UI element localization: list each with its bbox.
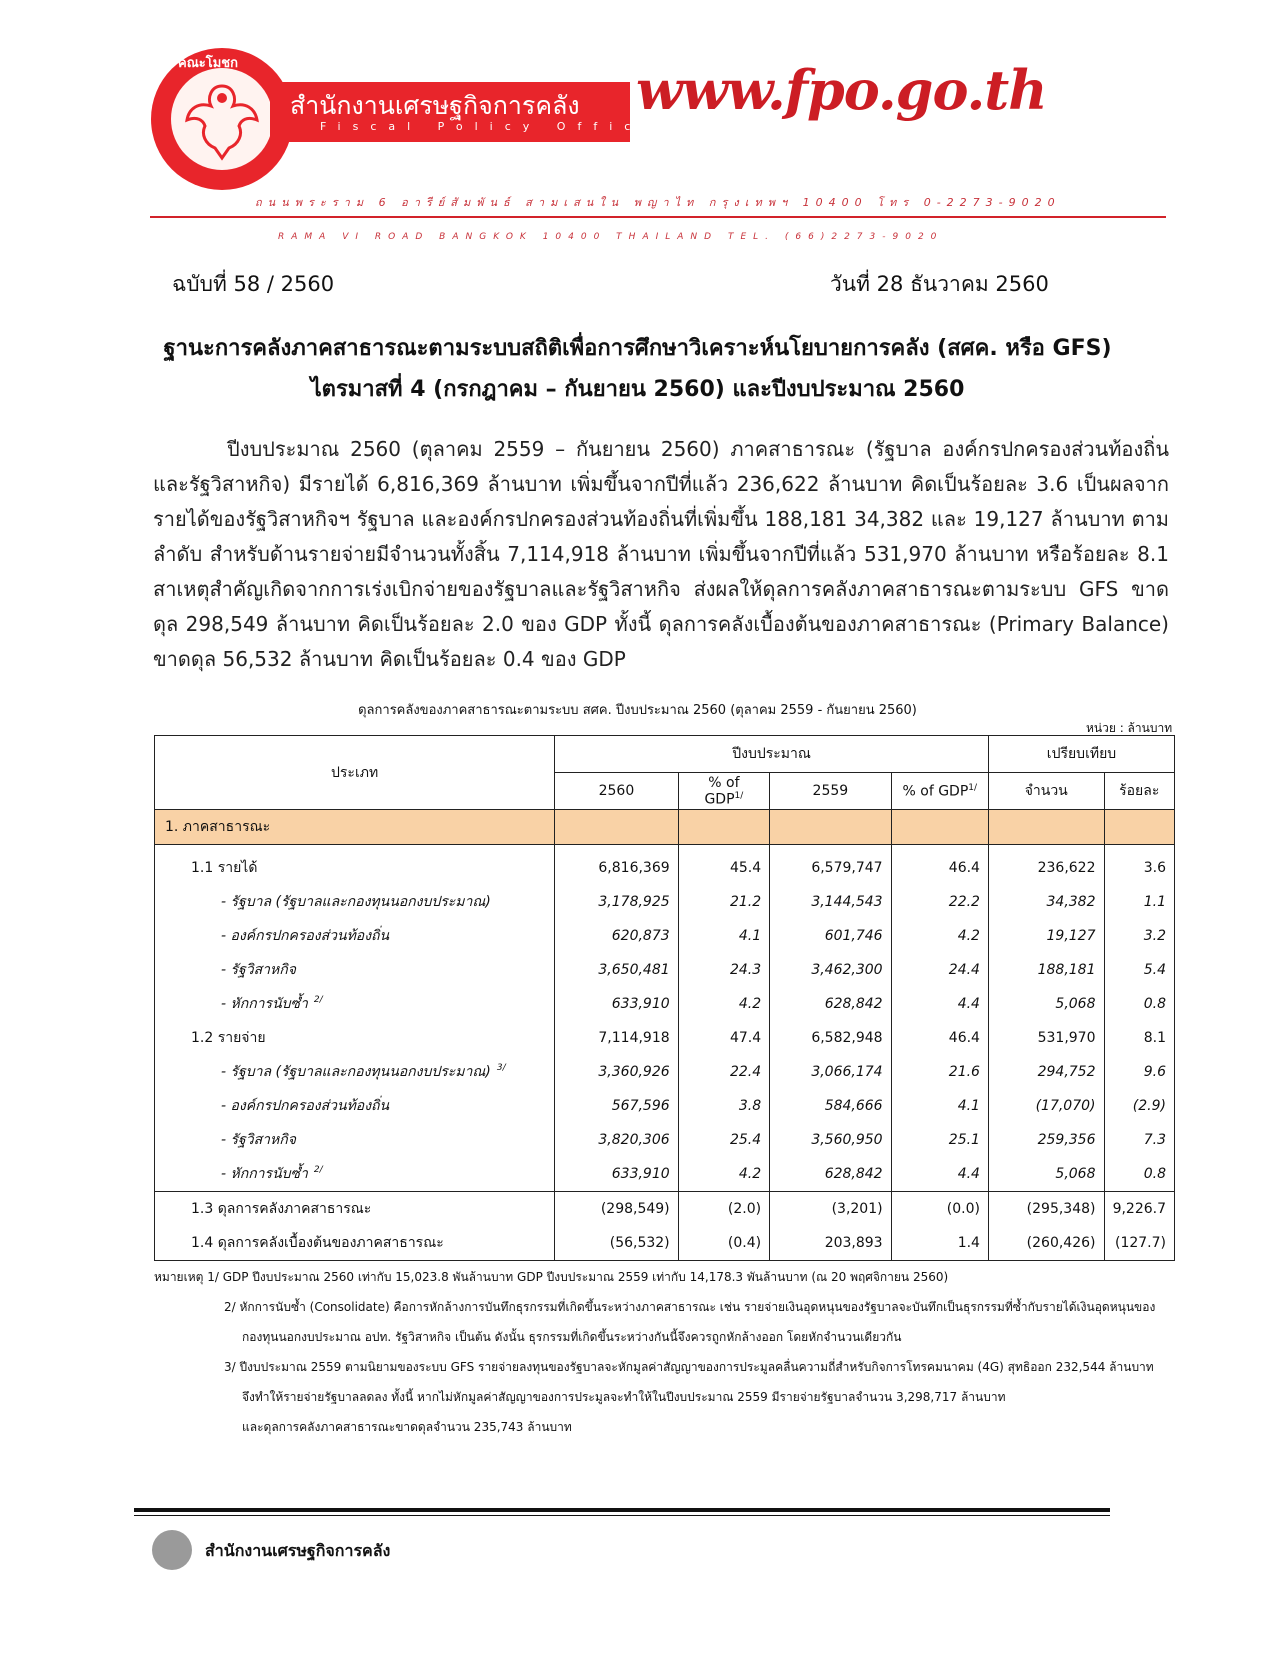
cell-amt: 188,181 [988, 953, 1104, 987]
cell-g1: 24.3 [678, 953, 769, 987]
table-row [155, 885, 1175, 919]
table-row [155, 1157, 1175, 1192]
cell-g2: 46.4 [891, 1021, 988, 1055]
page-subtitle: ไตรมาสที่ 4 (กรกฎาคม – กันยายน 2560) และปีงบประมาณ 2560 [310, 377, 965, 402]
footnote-3-line3: และดุลการคลังภาคสาธารณะขาดดุลจำนวน 235,743 ล้านบาท [242, 1420, 572, 1434]
cell-v2559: 628,842 [770, 1157, 891, 1192]
cell-g2: 4.4 [891, 1157, 988, 1192]
cell-v2560: 633,910 [555, 1157, 678, 1192]
table-row [155, 1123, 1175, 1157]
cell-pct: 8.1 [1104, 1021, 1175, 1055]
cell-g2: 21.6 [891, 1055, 988, 1089]
table-row [155, 1226, 1175, 1261]
address-en: RAMA VI ROAD BANGKOK 10400 THAILAND TEL. (66)2273-9020 [278, 232, 944, 242]
cell-pct: 0.8 [1104, 1157, 1175, 1192]
row-label: - หักการนับซ้ำ $^{2/}$ [155, 987, 555, 1021]
cell-g1: (0.4) [678, 1226, 769, 1261]
cell-g2: 46.4 [891, 845, 988, 886]
cell-g2: 4.2 [891, 919, 988, 953]
row-label: - หักการนับซ้ำ $^{2/}$ [155, 1157, 555, 1192]
cell-g1: 4.1 [678, 919, 769, 953]
issue-date: วันที่ 28 ธันวาคม 2560 [830, 272, 1049, 296]
cell-g1: 4.2 [678, 1157, 769, 1192]
letterhead-divider [150, 216, 1166, 218]
cell-v2560: 7,114,918 [555, 1021, 678, 1055]
cell-v2559: 3,462,300 [770, 953, 891, 987]
cell-amt: (17,070) [988, 1089, 1104, 1123]
cell-pct: 9.6 [1104, 1055, 1175, 1089]
cell-v2560: 3,360,926 [555, 1055, 678, 1089]
cell-v2560: 6,816,369 [555, 845, 678, 886]
header-compare: เปรียบเทียบ [988, 736, 1174, 773]
address-th: ถนนพระราม 6 อารีย์สัมพันธ์ สามเสนใน พญาไท กรุงเทพฯ 10400 โทร 0-2273-9020 [255, 196, 1061, 209]
cell-v2560: 3,178,925 [555, 885, 678, 919]
cell-g2: (0.0) [891, 1192, 988, 1227]
table-row [155, 987, 1175, 1021]
garuda-emblem-icon [171, 68, 273, 170]
cell-v2560: 620,873 [555, 919, 678, 953]
row-label: - รัฐบาล (รัฐบาลและกองทุนนอกงบประมาณ) $^{3/}$ [155, 1055, 555, 1089]
cell-amt: 19,127 [988, 919, 1104, 953]
footer-emblem-icon [152, 1530, 192, 1570]
cell-amt: 5,068 [988, 987, 1104, 1021]
page-title: ฐานะการคลังภาคสาธารณะตามระบบสถิติเพื่อการศึกษาวิเคราะห์นโยบายการคลัง (สศค. หรือ GFS) [163, 336, 1112, 361]
footer-divider-thin [134, 1515, 1110, 1516]
website-url: www.fpo.go.th [636, 58, 1047, 122]
footnote-2-line1: 2/ หักการนับซ้ำ (Consolidate) คือการหักล้างการบันทึกธุรกรรมที่เกิดขึ้นระหว่างภาคสาธารณะ เช่น รายจ่ายเงินอุดหนุนของรัฐบาลจะบันทึกเป็นธุรกรรมที่ซ้ำกับรายได้เงินอุดหนุนของ [224, 1300, 1156, 1314]
cell-pct: 0.8 [1104, 987, 1175, 1021]
table-row [155, 1055, 1175, 1089]
footnote-1: หมายเหตุ 1/ GDP ปีงบประมาณ 2560 เท่ากับ 15,023.8 พันล้านบาท GDP ปีงบประมาณ 2559 เท่ากับ 14,178.3 พันล้านบาท (ณ 20 พฤศจิกายน 2560) [154, 1270, 949, 1284]
cell-v2559: 203,893 [770, 1226, 891, 1261]
cell-g1: (2.0) [678, 1192, 769, 1227]
cell-v2559: 3,144,543 [770, 885, 891, 919]
cell-g1: 4.2 [678, 987, 769, 1021]
cell-g2: 24.4 [891, 953, 988, 987]
footnote-3-line2: จึงทำให้รายจ่ายรัฐบาลลดลง ทั้งนี้ หากไม่หักมูลค่าสัญญาของการประมูลจะทำให้ในปีงบประมาณ 2559 มีรายจ่ายรัฐบาลจำนวน 3,298,717 ล้านบาท [242, 1390, 1006, 1404]
cell-amt: (295,348) [988, 1192, 1104, 1227]
table-row [155, 1192, 1175, 1227]
cell-v2559: 584,666 [770, 1089, 891, 1123]
cell-amt: (260,426) [988, 1226, 1104, 1261]
cell-g1: 3.8 [678, 1089, 769, 1123]
footnote-2-line2: กองทุนนอกงบประมาณ อปท. รัฐวิสาหกิจ เป็นต้น ดังนั้น ธุรกรรมที่เกิดขึ้นระหว่างกันนี้จึงควรถูกหักล้างออก โดยหักจำนวนเดียวกัน [242, 1330, 902, 1344]
cell-v2559: 601,746 [770, 919, 891, 953]
agency-name-en: Fiscal Policy Office [320, 120, 662, 133]
cell-v2560: 567,596 [555, 1089, 678, 1123]
row-label: - องค์กรปกครองส่วนท้องถิ่น [155, 919, 555, 953]
header-amount: จำนวน [988, 773, 1104, 810]
section-label: 1. ภาคสาธารณะ [155, 810, 555, 845]
body-paragraph [153, 432, 1169, 677]
row-label: - รัฐบาล (รัฐบาลและกองทุนนอกงบประมาณ) [155, 885, 555, 919]
header-category: ประเภท [155, 736, 555, 810]
cell-amt: 531,970 [988, 1021, 1104, 1055]
table-row [155, 953, 1175, 987]
footer-divider-thick [134, 1508, 1110, 1512]
logo-arc-text: คณะโมชก [178, 56, 238, 71]
row-label: 1.2 รายจ่าย [155, 1021, 555, 1055]
row-label: - รัฐวิสาหกิจ [155, 953, 555, 987]
cell-amt: 236,622 [988, 845, 1104, 886]
table-row [155, 1089, 1175, 1123]
cell-amt: 34,382 [988, 885, 1104, 919]
cell-g2: 1.4 [891, 1226, 988, 1261]
cell-v2559: 628,842 [770, 987, 891, 1021]
cell-amt: 294,752 [988, 1055, 1104, 1089]
cell-v2559: 3,560,950 [770, 1123, 891, 1157]
table-row [155, 845, 1175, 886]
cell-g2: 22.2 [891, 885, 988, 919]
cell-v2559: 3,066,174 [770, 1055, 891, 1089]
cell-pct: 9,226.7 [1104, 1192, 1175, 1227]
cell-pct: (127.7) [1104, 1226, 1175, 1261]
row-label: - องค์กรปกครองส่วนท้องถิ่น [155, 1089, 555, 1123]
table-row [155, 919, 1175, 953]
table-caption: ดุลการคลังของภาคสาธารณะตามระบบ สศค. ปีงบประมาณ 2560 (ตุลาคม 2559 - กันยายน 2560) [358, 703, 917, 718]
row-label: 1.1 รายได้ [155, 845, 555, 886]
cell-g1: 21.2 [678, 885, 769, 919]
cell-g2: 4.4 [891, 987, 988, 1021]
cell-pct: 1.1 [1104, 885, 1175, 919]
header-gdp-2559: % of $GDP^{1/}$ [891, 773, 988, 810]
cell-g1: 47.4 [678, 1021, 769, 1055]
cell-g1: 25.4 [678, 1123, 769, 1157]
cell-v2560: 3,820,306 [555, 1123, 678, 1157]
table-row [155, 1021, 1175, 1055]
cell-g1: 45.4 [678, 845, 769, 886]
cell-g2: 25.1 [891, 1123, 988, 1157]
cell-pct: 7.3 [1104, 1123, 1175, 1157]
cell-v2560: 3,650,481 [555, 953, 678, 987]
header-2560: 2560 [555, 773, 678, 810]
header-2559: 2559 [770, 773, 891, 810]
cell-amt: 5,068 [988, 1157, 1104, 1192]
cell-pct: 3.6 [1104, 845, 1175, 886]
footnote-3-line1: 3/ ปีงบประมาณ 2559 ตามนิยามของระบบ GFS รายจ่ายลงทุนของรัฐบาลจะหักมูลค่าสัญญาของการประมูลคลื่นความถี่สำหรับกิจการโทรคมนาคม (4G) สุทธิออก 232,544 ล้านบาท [224, 1360, 1154, 1374]
cell-v2559: 6,579,747 [770, 845, 891, 886]
cell-pct: 3.2 [1104, 919, 1175, 953]
header-budget-year: ปีงบประมาณ [555, 736, 989, 773]
issue-number: ฉบับที่ 58 / 2560 [172, 272, 335, 296]
fiscal-balance-table [154, 735, 1175, 1261]
cell-v2560: 633,910 [555, 987, 678, 1021]
header-percent: ร้อยละ [1104, 773, 1175, 810]
header-gdp-2560: % of $GDP^{1/}$ [678, 773, 769, 810]
row-label: 1.4 ดุลการคลังเบื้องต้นของภาคสาธารณะ [155, 1226, 555, 1261]
cell-g2: 4.1 [891, 1089, 988, 1123]
table-section-row [155, 810, 1175, 845]
body-text: ปีงบประมาณ 2560 (ตุลาคม 2559 – กันยายน 2560) ภาคสาธารณะ (รัฐบาล องค์กรปกครองส่วนท้องถิ่น และรัฐวิสาหกิจ) มีรายได้ 6,816,369 ล้านบาท เพิ่มขึ้นจากปีที่แล้ว 236,622 ล้านบาท คิดเป็นร้อยละ 3.6 เป็นผลจากรายได้ของรัฐวิสาหกิจฯ รัฐบาล และองค์กรปกครองส่วนท้องถิ่นที่เพิ่มขึ้น 188,181 34,382 และ 19,127 ล้านบาท ตามลำดับ สำหรับด้านรายจ่ายมีจำนวนทั้งสิ้น 7,114,918 ล้านบาท เพิ่มขึ้นจากปีที่แล้ว 531,970 ล้านบาท หรือร้อยละ 8.1 สาเหตุสำคัญเกิดจากการเร่งเบิกจ่ายของรัฐบาลและรัฐวิสาหกิจ ส่งผลให้ดุลการคลังภาคสาธารณะตามระบบ GFS ขาดดุล 298,549 ล้านบาท คิดเป็นร้อยละ 2.0 ของ GDP ทั้งนี้ ดุลการคลังเบื้องต้นของภาคสาธารณะ (Primary Balance) ขาดดุล 56,532 ล้านบาท คิดเป็นร้อยละ 0.4 ของ GDP [153, 437, 1169, 671]
cell-g1: 22.4 [678, 1055, 769, 1089]
agency-name-th: สำนักงานเศรษฐกิจการคลัง [290, 91, 580, 120]
row-label: - รัฐวิสาหกิจ [155, 1123, 555, 1157]
cell-pct: (2.9) [1104, 1089, 1175, 1123]
table-unit: หน่วย : ล้านบาท [1086, 721, 1173, 735]
cell-v2559: 6,582,948 [770, 1021, 891, 1055]
cell-v2560: (56,532) [555, 1226, 678, 1261]
row-label: 1.3 ดุลการคลังภาคสาธารณะ [155, 1192, 555, 1227]
cell-pct: 5.4 [1104, 953, 1175, 987]
cell-v2560: (298,549) [555, 1192, 678, 1227]
cell-v2559: (3,201) [770, 1192, 891, 1227]
footer-agency: สำนักงานเศรษฐกิจการคลัง [205, 1541, 391, 1560]
cell-amt: 259,356 [988, 1123, 1104, 1157]
